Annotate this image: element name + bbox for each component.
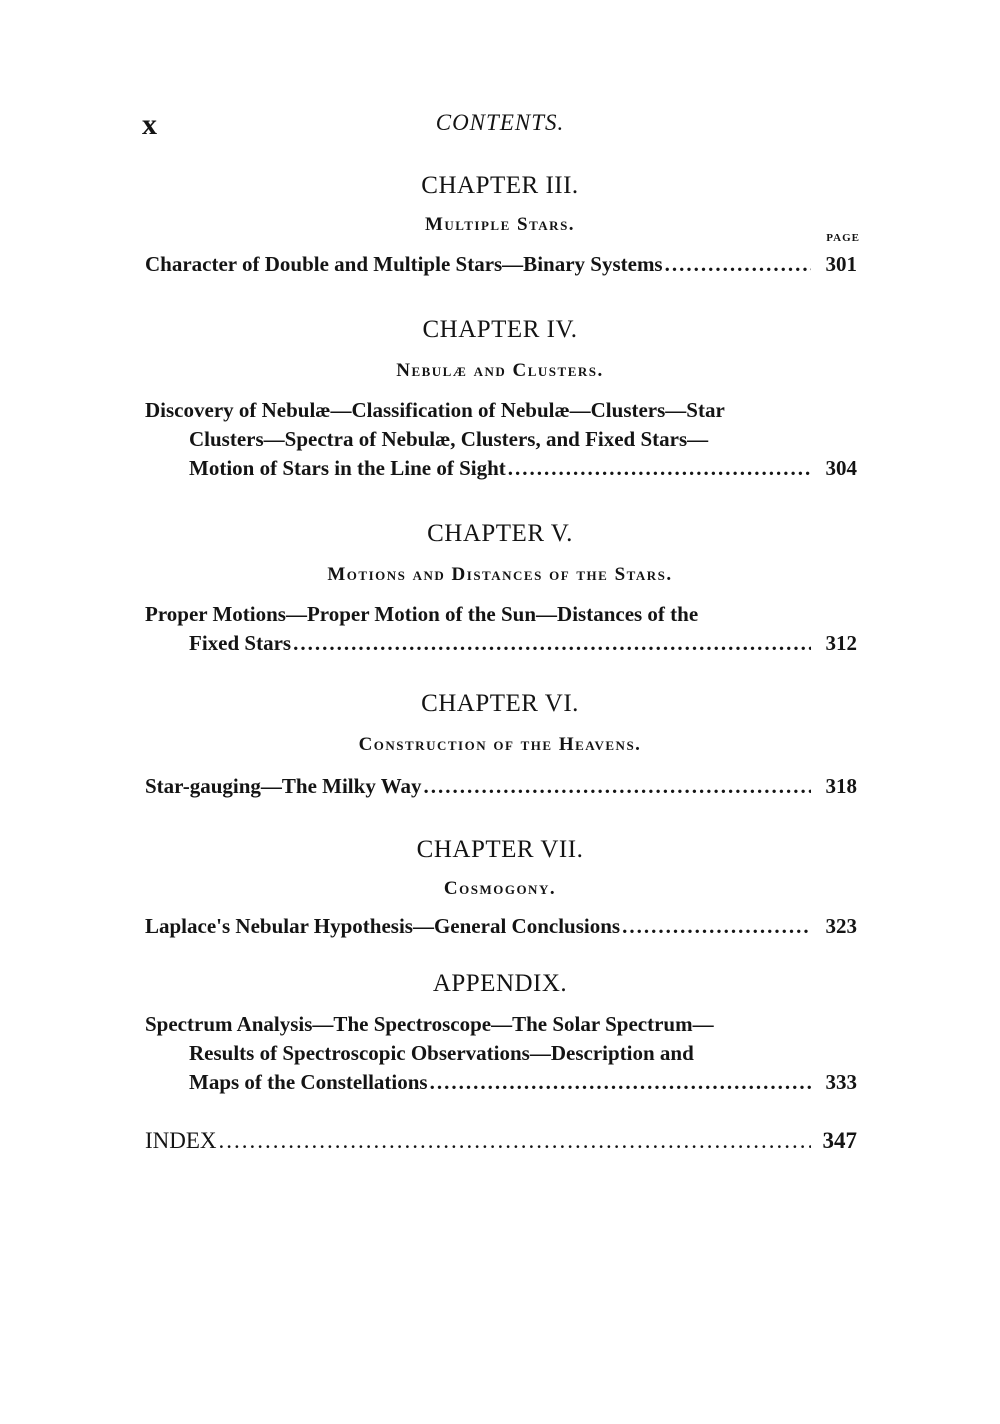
chapter-7-page-number: 323: [825, 914, 857, 938]
entry-line: [145, 454, 857, 483]
entry-line: [145, 1010, 857, 1039]
dot-leader: [508, 454, 811, 483]
dot-leader: [665, 250, 811, 279]
chapter-5-entry-line-2: Fixed Stars: [189, 631, 292, 655]
index-entry: [145, 1126, 857, 1155]
entry-line: [145, 600, 857, 629]
chapter-3-entry-text: Character of Double and Multiple Stars—Binary Systems: [145, 252, 663, 276]
entry-line: [145, 396, 857, 425]
index-label: INDEX: [145, 1128, 217, 1153]
appendix-entry-line-1: Spectrum Analysis—The Spectroscope—The Solar Spectrum—: [145, 1012, 714, 1036]
chapter-4-entry: [145, 396, 857, 483]
dot-leader: [424, 772, 811, 801]
dot-leader: [293, 629, 811, 658]
chapter-3-entry: [145, 250, 857, 279]
chapter-6-heading: CHAPTER VI.: [421, 690, 579, 717]
chapter-5-heading: CHAPTER V.: [427, 520, 573, 547]
running-head: CONTENTS.: [435, 110, 565, 135]
page-column-label: PAGE: [826, 232, 860, 244]
chapter-3-page-number: 301: [825, 252, 857, 276]
page-folio: x: [142, 108, 157, 141]
chapter-4-subtitle: Nebulæ and Clusters.: [396, 360, 604, 381]
chapter-4-entry-line-1: Discovery of Nebulæ—Classification of Nebulæ—Clusters—Star: [145, 398, 725, 422]
chapter-6-page-number: 318: [825, 774, 857, 798]
dot-leader: [219, 1126, 811, 1155]
chapter-4-entry-line-2: Clusters—Spectra of Nebulæ, Clusters, and Fixed Stars—: [189, 427, 709, 451]
entry-line: [145, 1039, 857, 1068]
entry-line: [145, 425, 857, 454]
chapter-6-entry: [145, 772, 857, 801]
entry-line: [145, 629, 857, 658]
chapter-5-entry: [145, 600, 857, 658]
chapter-5-entry-line-1: Proper Motions—Proper Motion of the Sun—Distances of the: [145, 602, 699, 626]
chapter-7-subtitle: Cosmogony.: [443, 878, 557, 899]
chapter-3-subtitle: Multiple Stars.: [424, 214, 576, 235]
chapter-4-entry-line-3: Motion of Stars in the Line of Sight: [189, 456, 506, 480]
chapter-3-heading: CHAPTER III.: [421, 172, 579, 199]
entry-line: [145, 1068, 857, 1097]
chapter-5-subtitle: Motions and Distances of the Stars.: [327, 564, 673, 585]
appendix-entry: [145, 1010, 857, 1097]
chapter-5-page-number: 312: [825, 631, 857, 655]
appendix-heading: APPENDIX.: [432, 970, 568, 997]
index-page-number: 347: [822, 1128, 857, 1153]
appendix-entry-line-2: Results of Spectroscopic Observations—Description and: [189, 1041, 694, 1065]
dot-leader: [622, 912, 811, 941]
dot-leader: [430, 1068, 811, 1097]
chapter-7-heading: CHAPTER VII.: [416, 836, 584, 863]
chapter-6-subtitle: Construction of the Heavens.: [358, 734, 642, 755]
chapter-6-entry-text: Star-gauging—The Milky Way: [145, 774, 422, 798]
appendix-page-number: 333: [825, 1070, 857, 1094]
chapter-7-entry: [145, 912, 857, 941]
chapter-4-page-number: 304: [825, 456, 857, 480]
chapter-7-entry-text: Laplace's Nebular Hypothesis—General Conclusions: [145, 914, 621, 938]
appendix-entry-line-3: Maps of the Constellations: [189, 1070, 428, 1094]
chapter-4-heading: CHAPTER IV.: [422, 316, 578, 343]
